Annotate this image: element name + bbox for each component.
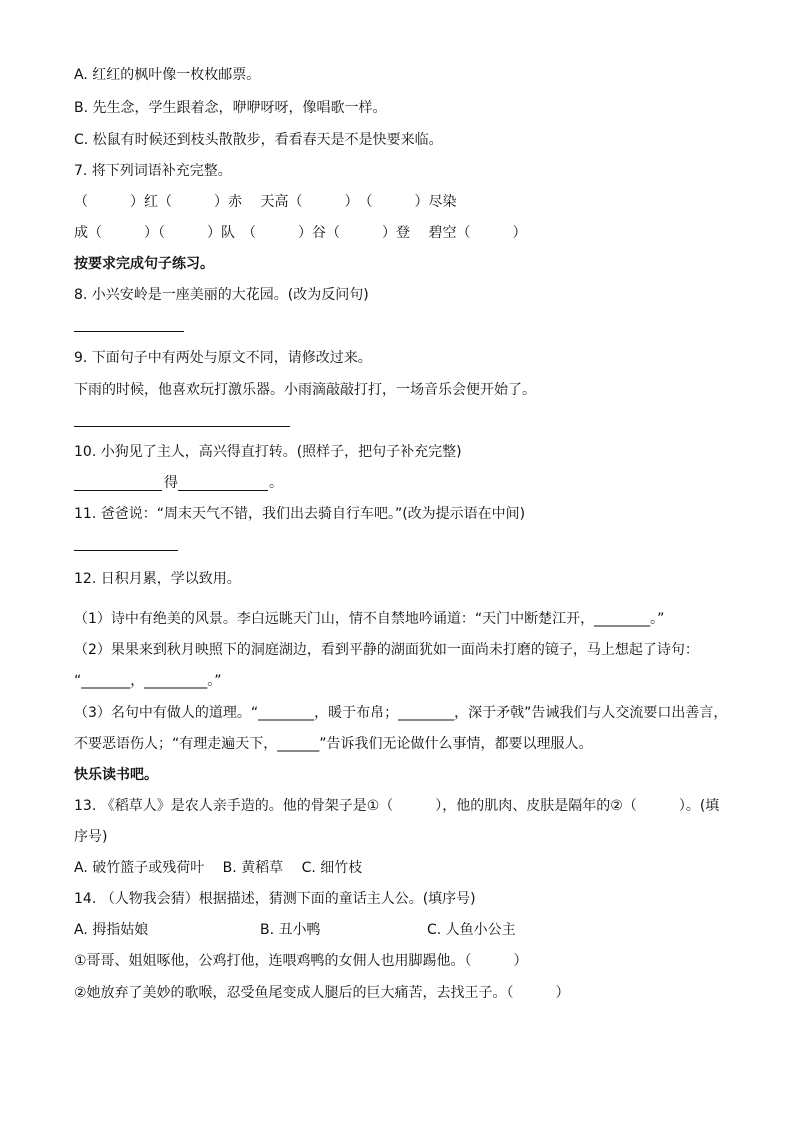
question-14-option-a: A. 拇指姑娘 xyxy=(74,922,149,938)
answer-line-9 xyxy=(74,426,290,427)
question-12-part-1: （1）诗中有绝美的风景。李白远眺天门山，情不自禁地吟诵道：“天门中断楚江开，________。” xyxy=(74,611,665,627)
question-10-period: 。 xyxy=(269,475,283,491)
question-14-item-1: ①哥哥、姐姐啄他，公鸡打他，连喂鸡鸭的女佣人也用脚踢他。（ ） xyxy=(74,953,528,969)
section-heading-reading: 快乐读书吧。 xyxy=(74,767,158,783)
question-13-prompt-cont: 序号) xyxy=(74,829,108,845)
question-9-sentence: 下雨的时候，他喜欢玩打激乐器。小雨滴敲敲打打，一场音乐会便开始了。 xyxy=(74,382,536,398)
option-c-text: C. 松鼠有时候还到枝头散散步，看看春天是不是快要来临。 xyxy=(74,132,443,148)
question-12-prompt: 12. 日积月累，学以致用。 xyxy=(74,571,241,587)
question-8-prompt: 8. 小兴安岭是一座美丽的大花园。(改为反问句) xyxy=(74,287,369,303)
question-13-prompt: 13. 《稻草人》是农人亲手造的。他的骨架子是①（ ），他的肌肉、皮肤是隔年的②（ ）。(填 xyxy=(74,798,720,814)
answer-line-11 xyxy=(74,550,178,551)
question-13-options: A. 破竹篮子或残荷叶 B. 黄稻草 C. 细竹枝 xyxy=(74,860,363,876)
answer-line-8 xyxy=(74,331,184,332)
answer-blank-10b xyxy=(178,490,268,491)
question-11-prompt: 11. 爸爸说：“周末天气不错，我们出去骑自行车吧。”(改为提示语在中间) xyxy=(74,506,526,522)
question-12-part-2: （2）果果来到秋月映照下的洞庭湖边，看到平静的湖面犹如一面尚未打磨的镜子，马上想起了诗句： xyxy=(74,642,699,658)
question-7-row-1: （ ）红（ ）赤 天高（ ） （ ）尽染 xyxy=(74,194,457,210)
question-12-part-2-blanks: “_______，_________。” xyxy=(74,673,222,689)
answer-blank-10a xyxy=(74,490,162,491)
question-9-prompt: 9. 下面句子中有两处与原文不同，请修改过来。 xyxy=(74,350,372,366)
question-12-part-3: （3）名句中有做人的道理。“________，暖于布帛；________，深于矛戟”告诫我们与人交流要口出善言， xyxy=(74,705,728,721)
question-12-part-3-cont: 不要恶语伤人；“有理走遍天下，______”告诉我们无论做什么事情，都要以理服人。 xyxy=(74,736,593,752)
question-14-option-b: B. 丑小鸭 xyxy=(260,922,321,938)
question-7-prompt: 7. 将下列词语补充完整。 xyxy=(74,163,232,179)
question-10-de: 得 xyxy=(164,475,178,491)
question-7-row-2: 成（ ）（ ）队 （ ）谷（ ）登 碧空（ ） xyxy=(74,225,527,241)
question-10-prompt: 10. 小狗见了主人，高兴得直打转。(照样子，把句子补充完整) xyxy=(74,444,462,460)
option-b-text: B. 先生念，学生跟着念，咿咿呀呀，像唱歌一样。 xyxy=(74,100,387,116)
question-14-item-2: ②她放弃了美妙的歌喉，忍受鱼尾变成人腿后的巨大痛苦，去找王子。（ ） xyxy=(74,985,570,1001)
option-a-text: A. 红红的枫叶像一枚枚邮票。 xyxy=(74,67,261,83)
question-14-option-c: C. 人鱼小公主 xyxy=(427,922,516,938)
section-heading-sentences: 按要求完成句子练习。 xyxy=(74,256,214,272)
question-14-prompt: 14. （人物我会猜）根据描述，猜测下面的童话主人公。(填序号) xyxy=(74,891,476,907)
